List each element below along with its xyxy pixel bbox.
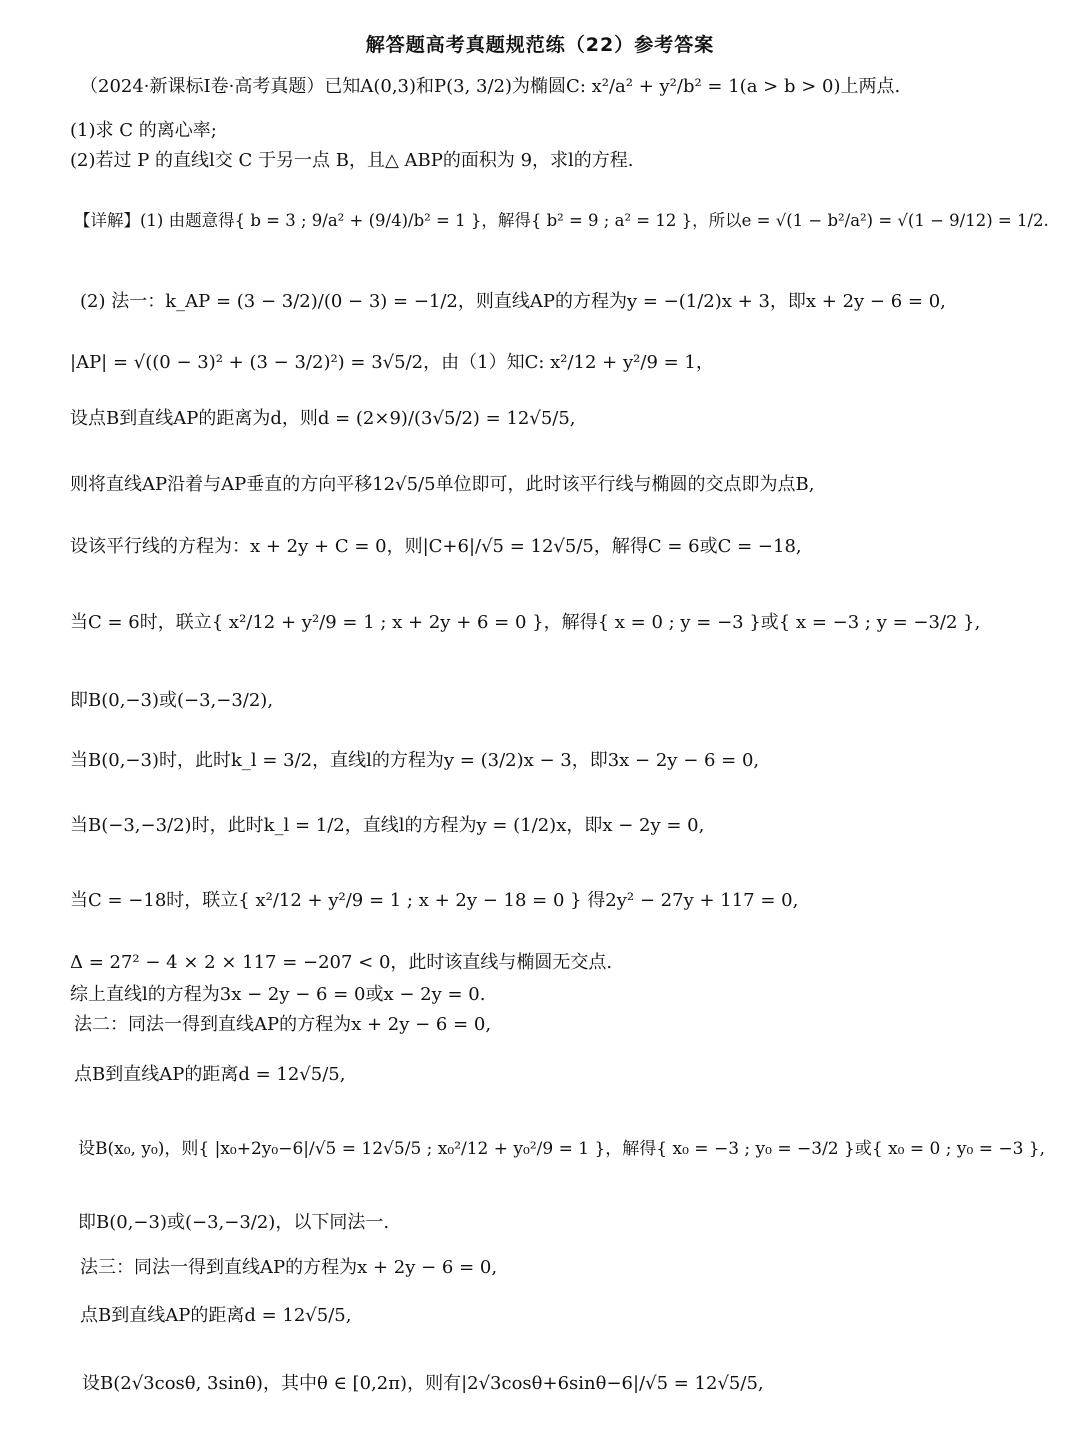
method-3-parametrization: 设B(2√3cosθ, 3sinθ)，其中θ ∈ [0,2π)，则有|2√3cosθ+6sinθ−6|/√5 = 12√5/5, [82, 1373, 764, 1394]
method-1-conclusion: 综上直线l的方程为3x − 2y − 6 = 0或x − 2y = 0. [70, 984, 486, 1005]
method-1-parallel-line: 设该平行线的方程为：x + 2y + C = 0，则|C+6|/√5 = 12√5/5，解得C = 6或C = −18, [70, 536, 802, 557]
method-2-intro: 法二：同法一得到直线AP的方程为x + 2y − 6 = 0, [74, 1014, 492, 1035]
method-1-case-b2: 当B(−3,−3/2)时，此时k_l = 1/2，直线l的方程为y = (1/2)x，即x − 2y = 0, [70, 815, 705, 836]
question-1: (1)求 C 的离心率; [70, 120, 217, 141]
solution-part-1: 【详解】(1) 由题意得{ b = 3 ; 9/a² + (9/4)/b² = 1 }，解得{ b² = 9 ; a² = 12 }，所以e = √(1 − b²/a²) = √(1 − 9/12) = 1/2. [74, 211, 1049, 230]
page-title: 解答题高考真题规范练（22）参考答案 [365, 34, 715, 56]
method-2-system: 设B(x₀, y₀)，则{ |x₀+2y₀−6|/√5 = 12√5/5 ; x₀²/12 + y₀²/9 = 1 }，解得{ x₀ = −3 ; y₀ = −3/2 }或{ x₀ = 0 ; y₀ = −3 }, [78, 1139, 1046, 1159]
method-1-slope: (2) 法一：k_AP = (3 − 3/2)/(0 − 3) = −1/2，则直线AP的方程为y = −(1/2)x + 3，即x + 2y − 6 = 0, [80, 291, 946, 312]
method-1-case-b1: 当B(0,−3)时，此时k_l = 3/2，直线l的方程为y = (3/2)x − 3，即3x − 2y − 6 = 0, [70, 750, 760, 771]
problem-stem: （2024·新课标I卷·高考真题）已知A(0,3)和P(3, 3/2)为椭圆C: x²/a² + y²/b² = 1(a > b > 0)上两点. [80, 76, 901, 97]
method-1-discriminant: Δ = 27² − 4 × 2 × 117 = −207 < 0，此时该直线与椭圆无交点. [70, 952, 613, 973]
method-2-points-b: 即B(0,−3)或(−3,−3/2)，以下同法一. [78, 1212, 390, 1233]
method-1-distance: 设点B到直线AP的距离为d，则d = (2×9)/(3√5/2) = 12√5/5, [70, 408, 576, 429]
method-3-distance: 点B到直线AP的距离d = 12√5/5, [80, 1305, 352, 1326]
question-2: (2)若过 P 的直线l交 C 于另一点 B，且△ ABP的面积为 9，求l的方程. [70, 150, 634, 171]
method-1-case-c18: 当C = −18时，联立{ x²/12 + y²/9 = 1 ; x + 2y − 18 = 0 } 得2y² − 27y + 117 = 0, [70, 890, 799, 911]
method-1-ap-length: |AP| = √((0 − 3)² + (3 − 3/2)²) = 3√5/2，由（1）知C: x²/12 + y²/9 = 1， [70, 352, 714, 373]
method-1-points-b: 即B(0,−3)或(−3,−3/2), [70, 690, 274, 711]
method-2-distance: 点B到直线AP的距离d = 12√5/5, [74, 1064, 346, 1085]
method-1-case-c6: 当C = 6时，联立{ x²/12 + y²/9 = 1 ; x + 2y + 6 = 0 }，解得{ x = 0 ; y = −3 }或{ x = −3 ; y = −3/2 }, [70, 612, 981, 633]
method-3-intro: 法三：同法一得到直线AP的方程为x + 2y − 6 = 0, [80, 1257, 498, 1278]
method-1-shift: 则将直线AP沿着与AP垂直的方向平移12√5/5单位即可，此时该平行线与椭圆的交点即为点B, [70, 474, 815, 495]
